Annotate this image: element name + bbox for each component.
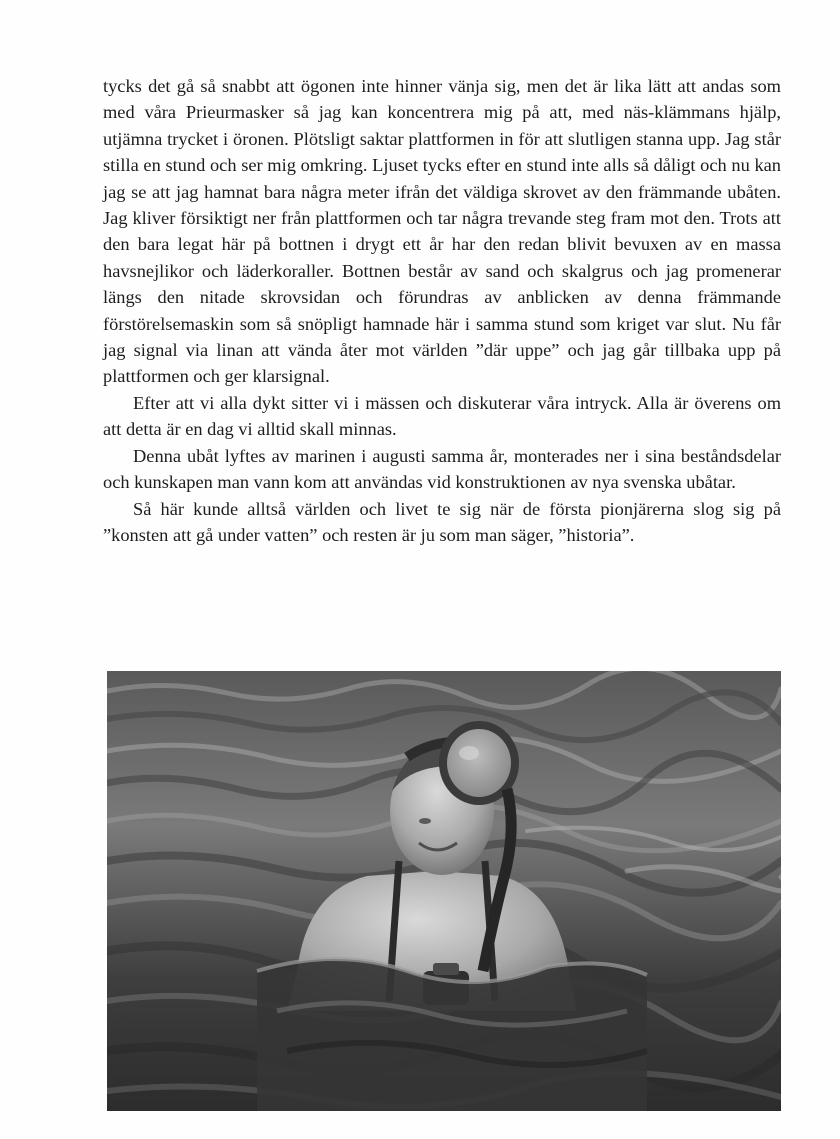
diver-photograph [107, 671, 781, 1111]
paragraph-1: tycks det gå så snabbt att ögonen inte hinner vänja sig, men det är lika lätt att andas som med våra Prieurmasker så jag kan koncentrera mig på att, med näs-klämmans hjälp, utjämna trycket i öronen. Plötsligt saktar plattformen in för att slutligen stanna upp. Jag står stilla en stund och ser mig omkring. Ljuset tycks efter en stund inte alls så dåligt och nu kan jag se att jag hamnat bara några meter ifrån det väldiga skrovet av den främmande ubåten. Jag kliver försiktigt ner från plattformen och tar några trevande steg fram mot den. Trots att den bara legat här på bottnen i drygt ett år har den redan blivit bevuxen av en massa havsnejlikor och läderkoraller. Bottnen består av sand och skalgrus och jag promenerar längs den nitade skrovsidan och förundras av anblicken av denna främmande förstörelsemaskin som så snöpligt hamnade här i samma stund som kriget var slut. Nu får jag signal via linan att vända åter mot världen ”där uppe” och jag går tillbaka upp på plattformen och ger klarsignal. [103, 76, 781, 387]
paragraph-3: Denna ubåt lyftes av marinen i augusti samma år, monterades ner i sina beståndsdelar och kunskapen man vann kom att användas vid konstruktionen av nya svenska ubåtar. [103, 445, 781, 493]
paragraph-2: Efter att vi alla dykt sitter vi i mässen och diskuterar våra intryck. Alla är överens om att detta är en dag vi alltid skall minnas. [103, 392, 781, 440]
body-text [103, 73, 781, 548]
diver-photo-illustration [107, 671, 781, 1111]
paragraph-4: Så här kunde alltså världen och livet te sig när de första pionjärerna slog sig på ”konsten att gå under vatten” och resten är ju som man säger, ”historia”. [103, 498, 781, 545]
